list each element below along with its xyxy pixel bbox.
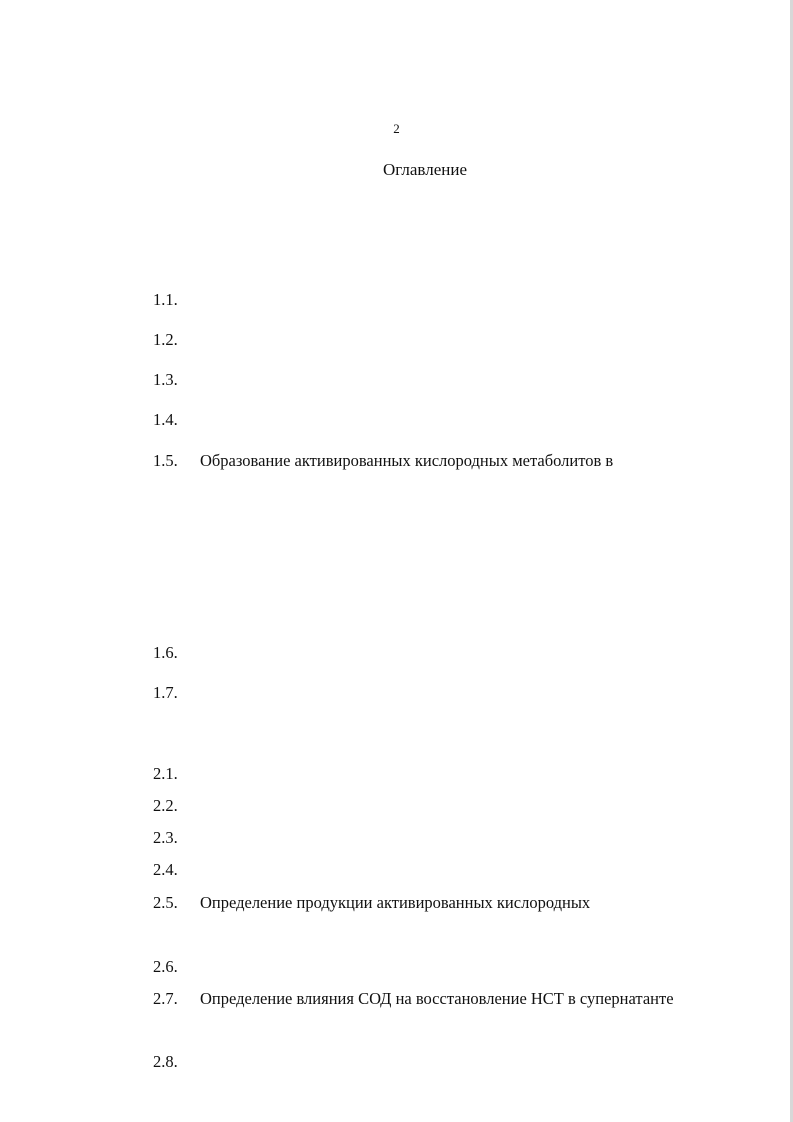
section-number: 1.1.	[153, 290, 178, 309]
toc-entry-line: Образование активированных кислородных метаболитов в	[200, 451, 614, 470]
section-number: 2.2.	[153, 796, 178, 815]
section-number: 2.8.	[153, 1052, 178, 1071]
section-number: 2.6.	[153, 957, 178, 976]
toc-entry-line: Определение продукции активированных кислородных	[200, 893, 591, 912]
page-number: 2	[393, 121, 400, 136]
section-number: 1.3.	[153, 370, 178, 389]
section-number: 1.6.	[153, 643, 178, 662]
section-number: 2.1.	[153, 764, 178, 783]
section-number: 2.4.	[153, 860, 178, 879]
toc-entry-line: Определение влияния СОД на восстановление НСТ в супернатанте	[200, 989, 674, 1008]
section-number: 2.7.	[153, 989, 178, 1008]
section-number: 1.4.	[153, 410, 178, 429]
section-number: 1.7.	[153, 683, 178, 702]
page-title: Оглавление	[383, 160, 467, 179]
section-number: 2.5.	[153, 893, 178, 912]
section-number: 1.5.	[153, 451, 178, 470]
section-number: 1.2.	[153, 330, 178, 349]
section-number: 2.3.	[153, 828, 178, 847]
